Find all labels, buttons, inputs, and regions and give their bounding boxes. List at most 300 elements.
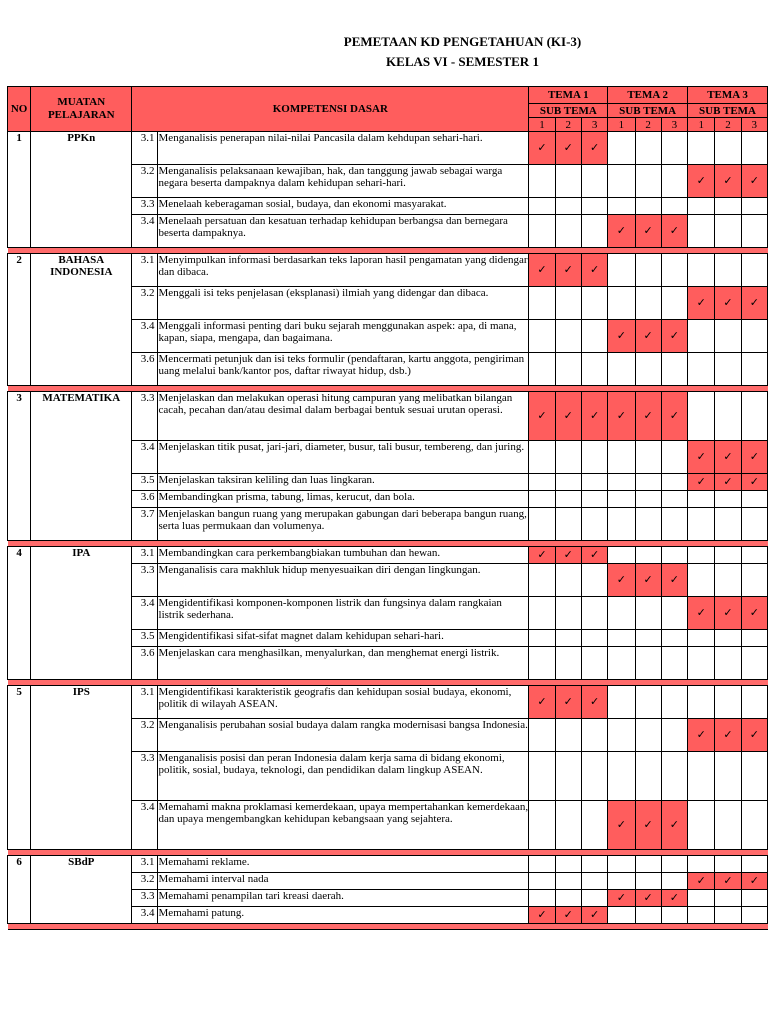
empty-cell xyxy=(661,873,687,890)
empty-cell xyxy=(741,215,767,248)
empty-cell xyxy=(715,890,741,907)
kd-description: Memahami interval nada xyxy=(157,873,529,890)
check-mark-cell: ✓ xyxy=(581,547,607,564)
check-mark-cell: ✓ xyxy=(608,564,635,597)
empty-cell xyxy=(529,801,555,850)
subtema-number: 3 xyxy=(661,118,687,132)
check-mark-cell: ✓ xyxy=(581,254,607,287)
table-row xyxy=(8,686,768,719)
empty-cell xyxy=(581,287,607,320)
kd-description: Mengidentifikasi karakteristik geografis dan kehidupan sosial budaya, ekonomi, politik di wilayah ASEAN. xyxy=(157,686,529,719)
empty-cell xyxy=(661,647,687,680)
empty-cell xyxy=(741,254,767,287)
empty-cell xyxy=(529,564,555,597)
empty-cell xyxy=(529,630,555,647)
empty-cell xyxy=(688,392,715,441)
check-mark-cell: ✓ xyxy=(688,165,715,198)
check-mark-cell: ✓ xyxy=(741,873,767,890)
check-mark-cell: ✓ xyxy=(555,392,581,441)
empty-cell xyxy=(741,686,767,719)
empty-cell xyxy=(688,215,715,248)
empty-cell xyxy=(688,564,715,597)
empty-cell xyxy=(529,491,555,508)
empty-cell xyxy=(635,647,661,680)
empty-cell xyxy=(688,856,715,873)
table-row xyxy=(8,254,768,287)
empty-cell xyxy=(741,132,767,165)
subject-number: 2 xyxy=(8,254,31,386)
empty-cell xyxy=(661,353,687,386)
empty-cell xyxy=(715,630,741,647)
empty-cell xyxy=(635,547,661,564)
empty-cell xyxy=(529,890,555,907)
kd-description: Menjelaskan taksiran keliling dan luas lingkaran. xyxy=(157,474,529,491)
check-mark-cell: ✓ xyxy=(608,890,635,907)
kd-code: 3.1 xyxy=(132,856,157,873)
check-mark-cell: ✓ xyxy=(581,907,607,924)
empty-cell xyxy=(635,198,661,215)
subject-number: 1 xyxy=(8,132,31,248)
empty-cell xyxy=(715,320,741,353)
empty-cell xyxy=(529,353,555,386)
table-row xyxy=(8,856,768,873)
check-mark-cell: ✓ xyxy=(741,597,767,630)
empty-cell xyxy=(661,686,687,719)
kd-description: Menjelaskan dan melakukan operasi hitung campuran yang melibatkan bilangan cacah, pecahan dan/atau desimal dalam berbagai bentuk sesuai urutan operasi. xyxy=(157,392,529,441)
empty-cell xyxy=(608,719,635,752)
empty-cell xyxy=(661,254,687,287)
empty-cell xyxy=(555,215,581,248)
kd-code: 3.6 xyxy=(132,353,157,386)
check-mark-cell: ✓ xyxy=(741,441,767,474)
check-mark-cell: ✓ xyxy=(581,392,607,441)
empty-cell xyxy=(555,752,581,801)
check-mark-cell: ✓ xyxy=(555,254,581,287)
empty-cell xyxy=(608,198,635,215)
empty-cell xyxy=(581,320,607,353)
empty-cell xyxy=(635,597,661,630)
subject-separator xyxy=(8,924,768,930)
check-mark-cell: ✓ xyxy=(581,132,607,165)
empty-cell xyxy=(608,165,635,198)
empty-cell xyxy=(635,254,661,287)
empty-cell xyxy=(661,630,687,647)
check-mark-cell: ✓ xyxy=(661,320,687,353)
check-mark-cell: ✓ xyxy=(635,320,661,353)
empty-cell xyxy=(529,215,555,248)
check-mark-cell: ✓ xyxy=(715,719,741,752)
empty-cell xyxy=(661,597,687,630)
empty-cell xyxy=(608,254,635,287)
empty-cell xyxy=(608,873,635,890)
check-mark-cell: ✓ xyxy=(661,215,687,248)
check-mark-cell: ✓ xyxy=(661,564,687,597)
check-mark-cell: ✓ xyxy=(608,320,635,353)
subject-name: BAHASA INDONESIA xyxy=(31,254,132,386)
kd-code: 3.3 xyxy=(132,890,157,907)
empty-cell xyxy=(741,752,767,801)
kd-description: Memahami makna proklamasi kemerdekaan, upaya mempertahankan kemerdekaan, dan upaya mengembangkan kehidupan kebangsaan yang sejahtera. xyxy=(157,801,529,850)
empty-cell xyxy=(555,441,581,474)
empty-cell xyxy=(608,132,635,165)
empty-cell xyxy=(661,198,687,215)
subject-name: IPS xyxy=(31,686,132,850)
check-mark-cell: ✓ xyxy=(661,890,687,907)
subtema-number: 3 xyxy=(581,118,607,132)
kd-description: Menjelaskan titik pusat, jari-jari, diameter, busur, tali busur, tembereng, dan juring. xyxy=(157,441,529,474)
empty-cell xyxy=(581,441,607,474)
kd-code: 3.3 xyxy=(132,752,157,801)
empty-cell xyxy=(635,856,661,873)
kd-description: Membandingkan cara perkembangbiakan tumbuhan dan hewan. xyxy=(157,547,529,564)
check-mark-cell: ✓ xyxy=(715,873,741,890)
check-mark-cell: ✓ xyxy=(661,801,687,850)
header-subtema: SUB TEMA xyxy=(529,104,608,118)
kd-code: 3.4 xyxy=(132,441,157,474)
subject-name: SBdP xyxy=(31,856,132,924)
check-mark-cell: ✓ xyxy=(688,287,715,320)
kd-code: 3.1 xyxy=(132,547,157,564)
subject-number: 5 xyxy=(8,686,31,850)
empty-cell xyxy=(741,392,767,441)
empty-cell xyxy=(581,215,607,248)
kd-description: Menelaah persatuan dan kesatuan terhadap kehidupan berbangsa dan bernegara beserta dampaknya. xyxy=(157,215,529,248)
empty-cell xyxy=(581,856,607,873)
empty-cell xyxy=(688,630,715,647)
empty-cell xyxy=(741,856,767,873)
empty-cell xyxy=(661,752,687,801)
kd-description: Menganalisis pelaksanaan kewajiban, hak, dan tanggung jawab sebagai warga negara beserta dampaknya dalam kehidupan sehari-hari. xyxy=(157,165,529,198)
subject-number: 4 xyxy=(8,547,31,680)
empty-cell xyxy=(608,597,635,630)
empty-cell xyxy=(741,320,767,353)
empty-cell xyxy=(555,890,581,907)
empty-cell xyxy=(555,474,581,491)
empty-cell xyxy=(608,547,635,564)
empty-cell xyxy=(688,547,715,564)
kd-mapping-table xyxy=(7,86,768,930)
kd-code: 3.1 xyxy=(132,686,157,719)
empty-cell xyxy=(555,719,581,752)
check-mark-cell: ✓ xyxy=(555,907,581,924)
empty-cell xyxy=(635,165,661,198)
subtema-number: 1 xyxy=(608,118,635,132)
empty-cell xyxy=(581,198,607,215)
header-tema-1: TEMA 1 xyxy=(529,87,608,104)
empty-cell xyxy=(635,752,661,801)
kd-code: 3.5 xyxy=(132,630,157,647)
empty-cell xyxy=(715,686,741,719)
check-mark-cell: ✓ xyxy=(715,287,741,320)
table-row xyxy=(8,392,768,441)
empty-cell xyxy=(529,287,555,320)
empty-cell xyxy=(555,198,581,215)
subtema-number: 2 xyxy=(635,118,661,132)
empty-cell xyxy=(529,873,555,890)
empty-cell xyxy=(529,752,555,801)
empty-cell xyxy=(581,873,607,890)
empty-cell xyxy=(555,856,581,873)
empty-cell xyxy=(608,441,635,474)
empty-cell xyxy=(581,474,607,491)
empty-cell xyxy=(715,508,741,541)
kd-code: 3.6 xyxy=(132,491,157,508)
empty-cell xyxy=(635,907,661,924)
kd-description: Membandingkan prisma, tabung, limas, kerucut, dan bola. xyxy=(157,491,529,508)
check-mark-cell: ✓ xyxy=(635,564,661,597)
empty-cell xyxy=(741,801,767,850)
empty-cell xyxy=(741,564,767,597)
empty-cell xyxy=(661,491,687,508)
empty-cell xyxy=(555,165,581,198)
header-tema-2: TEMA 2 xyxy=(608,87,688,104)
empty-cell xyxy=(715,547,741,564)
check-mark-cell: ✓ xyxy=(741,474,767,491)
check-mark-cell: ✓ xyxy=(608,392,635,441)
subtema-number: 2 xyxy=(555,118,581,132)
empty-cell xyxy=(688,907,715,924)
empty-cell xyxy=(529,198,555,215)
check-mark-cell: ✓ xyxy=(529,907,555,924)
kd-code: 3.4 xyxy=(132,597,157,630)
empty-cell xyxy=(635,353,661,386)
empty-cell xyxy=(555,801,581,850)
header-tema-3: TEMA 3 xyxy=(688,87,768,104)
empty-cell xyxy=(688,132,715,165)
check-mark-cell: ✓ xyxy=(635,392,661,441)
check-mark-cell: ✓ xyxy=(715,597,741,630)
subtema-number: 3 xyxy=(741,118,767,132)
empty-cell xyxy=(581,752,607,801)
kd-description: Memahami patung. xyxy=(157,907,529,924)
kd-code: 3.3 xyxy=(132,198,157,215)
check-mark-cell: ✓ xyxy=(635,215,661,248)
empty-cell xyxy=(529,856,555,873)
page-subtitle: KELAS VI - SEMESTER 1 xyxy=(386,54,539,69)
empty-cell xyxy=(715,353,741,386)
empty-cell xyxy=(715,564,741,597)
empty-cell xyxy=(688,353,715,386)
empty-cell xyxy=(715,491,741,508)
kd-code: 3.2 xyxy=(132,287,157,320)
check-mark-cell: ✓ xyxy=(529,686,555,719)
empty-cell xyxy=(608,491,635,508)
kd-code: 3.2 xyxy=(132,165,157,198)
empty-cell xyxy=(581,719,607,752)
kd-description: Menjelaskan cara menghasilkan, menyalurkan, dan menghemat energi listrik. xyxy=(157,647,529,680)
empty-cell xyxy=(741,491,767,508)
empty-cell xyxy=(715,215,741,248)
empty-cell xyxy=(635,873,661,890)
kd-description: Menggali informasi penting dari buku sejarah menggunakan aspek: apa, di mana, kapan, siapa, mengapa, dan bagaimana. xyxy=(157,320,529,353)
check-mark-cell: ✓ xyxy=(635,890,661,907)
empty-cell xyxy=(608,647,635,680)
empty-cell xyxy=(635,441,661,474)
empty-cell xyxy=(555,287,581,320)
kd-description: Menganalisis penerapan nilai-nilai Pancasila dalam kehdupan sehari-hari. xyxy=(157,132,529,165)
check-mark-cell: ✓ xyxy=(715,441,741,474)
empty-cell xyxy=(741,198,767,215)
empty-cell xyxy=(688,686,715,719)
empty-cell xyxy=(608,474,635,491)
empty-cell xyxy=(608,856,635,873)
check-mark-cell: ✓ xyxy=(608,801,635,850)
empty-cell xyxy=(661,132,687,165)
empty-cell xyxy=(715,392,741,441)
kd-code: 3.2 xyxy=(132,719,157,752)
kd-description: Mengidentifikasi komponen-komponen listrik dan fungsinya dalam rangkaian listrik sederhana. xyxy=(157,597,529,630)
check-mark-cell: ✓ xyxy=(529,254,555,287)
kd-code: 3.4 xyxy=(132,215,157,248)
empty-cell xyxy=(715,752,741,801)
kd-code: 3.7 xyxy=(132,508,157,541)
empty-cell xyxy=(529,320,555,353)
empty-cell xyxy=(661,474,687,491)
header-subtema: SUB TEMA xyxy=(608,104,688,118)
subtema-number: 1 xyxy=(529,118,555,132)
empty-cell xyxy=(529,647,555,680)
empty-cell xyxy=(529,441,555,474)
empty-cell xyxy=(715,907,741,924)
empty-cell xyxy=(661,508,687,541)
empty-cell xyxy=(715,856,741,873)
empty-cell xyxy=(635,474,661,491)
subtema-number: 1 xyxy=(688,118,715,132)
empty-cell xyxy=(688,198,715,215)
kd-description: Menggali isi teks penjelasan (eksplanasi) ilmiah yang didengar dan dibaca. xyxy=(157,287,529,320)
empty-cell xyxy=(555,597,581,630)
check-mark-cell: ✓ xyxy=(608,215,635,248)
check-mark-cell: ✓ xyxy=(741,287,767,320)
empty-cell xyxy=(608,287,635,320)
empty-cell xyxy=(715,647,741,680)
empty-cell xyxy=(661,441,687,474)
check-mark-cell: ✓ xyxy=(555,547,581,564)
empty-cell xyxy=(529,597,555,630)
empty-cell xyxy=(741,890,767,907)
kd-code: 3.6 xyxy=(132,647,157,680)
empty-cell xyxy=(581,647,607,680)
kd-description: Menganalisis perubahan sosial budaya dalam rangka modernisasi bangsa Indonesia. xyxy=(157,719,529,752)
check-mark-cell: ✓ xyxy=(688,474,715,491)
kd-code: 3.4 xyxy=(132,907,157,924)
empty-cell xyxy=(635,508,661,541)
check-mark-cell: ✓ xyxy=(715,474,741,491)
page-title: PEMETAAN KD PENGETAHUAN (KI-3) xyxy=(343,34,582,49)
empty-cell xyxy=(661,165,687,198)
empty-cell xyxy=(581,165,607,198)
empty-cell xyxy=(661,856,687,873)
empty-cell xyxy=(635,719,661,752)
empty-cell xyxy=(555,353,581,386)
empty-cell xyxy=(741,353,767,386)
empty-cell xyxy=(555,491,581,508)
table-row xyxy=(8,132,768,165)
empty-cell xyxy=(741,508,767,541)
check-mark-cell: ✓ xyxy=(555,686,581,719)
kd-code: 3.5 xyxy=(132,474,157,491)
table-row xyxy=(8,547,768,564)
empty-cell xyxy=(555,873,581,890)
kd-description: Menjelaskan bangun ruang yang merupakan gabungan dari beberapa bangun ruang, serta luas permukaan dan volumenya. xyxy=(157,508,529,541)
subject-number: 6 xyxy=(8,856,31,924)
empty-cell xyxy=(741,630,767,647)
empty-cell xyxy=(741,907,767,924)
empty-cell xyxy=(555,630,581,647)
empty-cell xyxy=(661,907,687,924)
header-kompetensi: KOMPETENSI DASAR xyxy=(132,87,529,132)
empty-cell xyxy=(581,564,607,597)
empty-cell xyxy=(581,801,607,850)
empty-cell xyxy=(529,474,555,491)
empty-cell xyxy=(555,647,581,680)
header-no: NO xyxy=(8,87,31,132)
kd-code: 3.2 xyxy=(132,873,157,890)
empty-cell xyxy=(608,630,635,647)
check-mark-cell: ✓ xyxy=(688,597,715,630)
empty-cell xyxy=(581,508,607,541)
empty-cell xyxy=(715,198,741,215)
empty-cell xyxy=(635,630,661,647)
kd-description: Memahami penampilan tari kreasi daerah. xyxy=(157,890,529,907)
kd-description: Memahami reklame. xyxy=(157,856,529,873)
empty-cell xyxy=(661,719,687,752)
check-mark-cell: ✓ xyxy=(529,132,555,165)
subject-name: PPKn xyxy=(31,132,132,248)
empty-cell xyxy=(635,132,661,165)
kd-code: 3.3 xyxy=(132,392,157,441)
empty-cell xyxy=(635,287,661,320)
check-mark-cell: ✓ xyxy=(741,165,767,198)
empty-cell xyxy=(715,132,741,165)
subject-number: 3 xyxy=(8,392,31,541)
empty-cell xyxy=(635,491,661,508)
empty-cell xyxy=(688,647,715,680)
empty-cell xyxy=(581,890,607,907)
subject-name: IPA xyxy=(31,547,132,680)
empty-cell xyxy=(529,165,555,198)
kd-code: 3.1 xyxy=(132,254,157,287)
empty-cell xyxy=(635,686,661,719)
empty-cell xyxy=(581,630,607,647)
kd-code: 3.4 xyxy=(132,320,157,353)
empty-cell xyxy=(529,508,555,541)
empty-cell xyxy=(581,491,607,508)
empty-cell xyxy=(688,752,715,801)
check-mark-cell: ✓ xyxy=(555,132,581,165)
empty-cell xyxy=(555,320,581,353)
empty-cell xyxy=(608,907,635,924)
empty-cell xyxy=(661,287,687,320)
check-mark-cell: ✓ xyxy=(688,719,715,752)
empty-cell xyxy=(688,491,715,508)
empty-cell xyxy=(688,801,715,850)
empty-cell xyxy=(688,508,715,541)
header-muatan: MUATAN PELAJARAN xyxy=(31,87,132,132)
check-mark-cell: ✓ xyxy=(661,392,687,441)
subtema-number: 2 xyxy=(715,118,741,132)
kd-description: Menyimpulkan informasi berdasarkan teks laporan hasil pengamatan yang didengar dan dibaca. xyxy=(157,254,529,287)
check-mark-cell: ✓ xyxy=(688,441,715,474)
check-mark-cell: ✓ xyxy=(529,547,555,564)
empty-cell xyxy=(529,719,555,752)
empty-cell xyxy=(688,890,715,907)
empty-cell xyxy=(608,686,635,719)
empty-cell xyxy=(661,547,687,564)
kd-code: 3.4 xyxy=(132,801,157,850)
check-mark-cell: ✓ xyxy=(741,719,767,752)
empty-cell xyxy=(608,752,635,801)
